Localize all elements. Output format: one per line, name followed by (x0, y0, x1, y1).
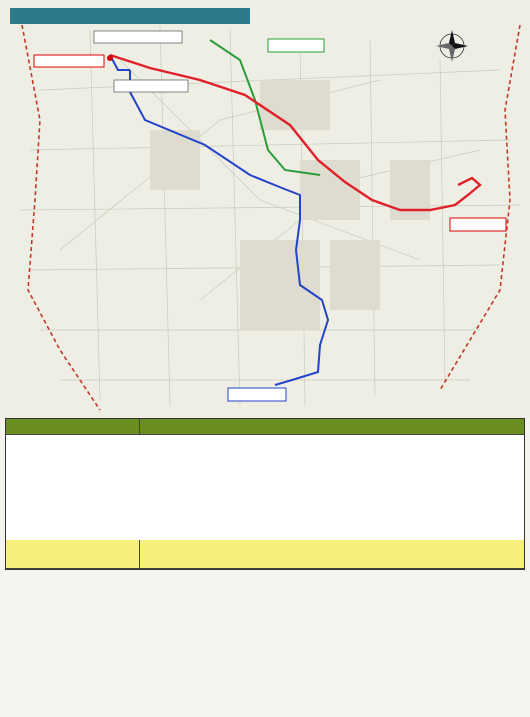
notice-label-cell (6, 540, 140, 569)
header-direction (6, 419, 140, 435)
honam-label-box (114, 80, 188, 92)
notice-text-cell (140, 540, 524, 569)
pyeonghwa-label-box (228, 388, 286, 401)
stadium-marker (107, 55, 113, 61)
routes-section (0, 573, 530, 717)
schedule-table (5, 418, 525, 570)
songcheon-label-box (268, 39, 324, 52)
notice-row (6, 540, 524, 569)
ajung-label-box (450, 218, 506, 231)
schedule-header-row (6, 419, 524, 435)
stadium-label-box (34, 55, 104, 67)
terminal-label-box (94, 31, 182, 43)
header-time (140, 419, 524, 435)
map-title-box (10, 8, 250, 24)
